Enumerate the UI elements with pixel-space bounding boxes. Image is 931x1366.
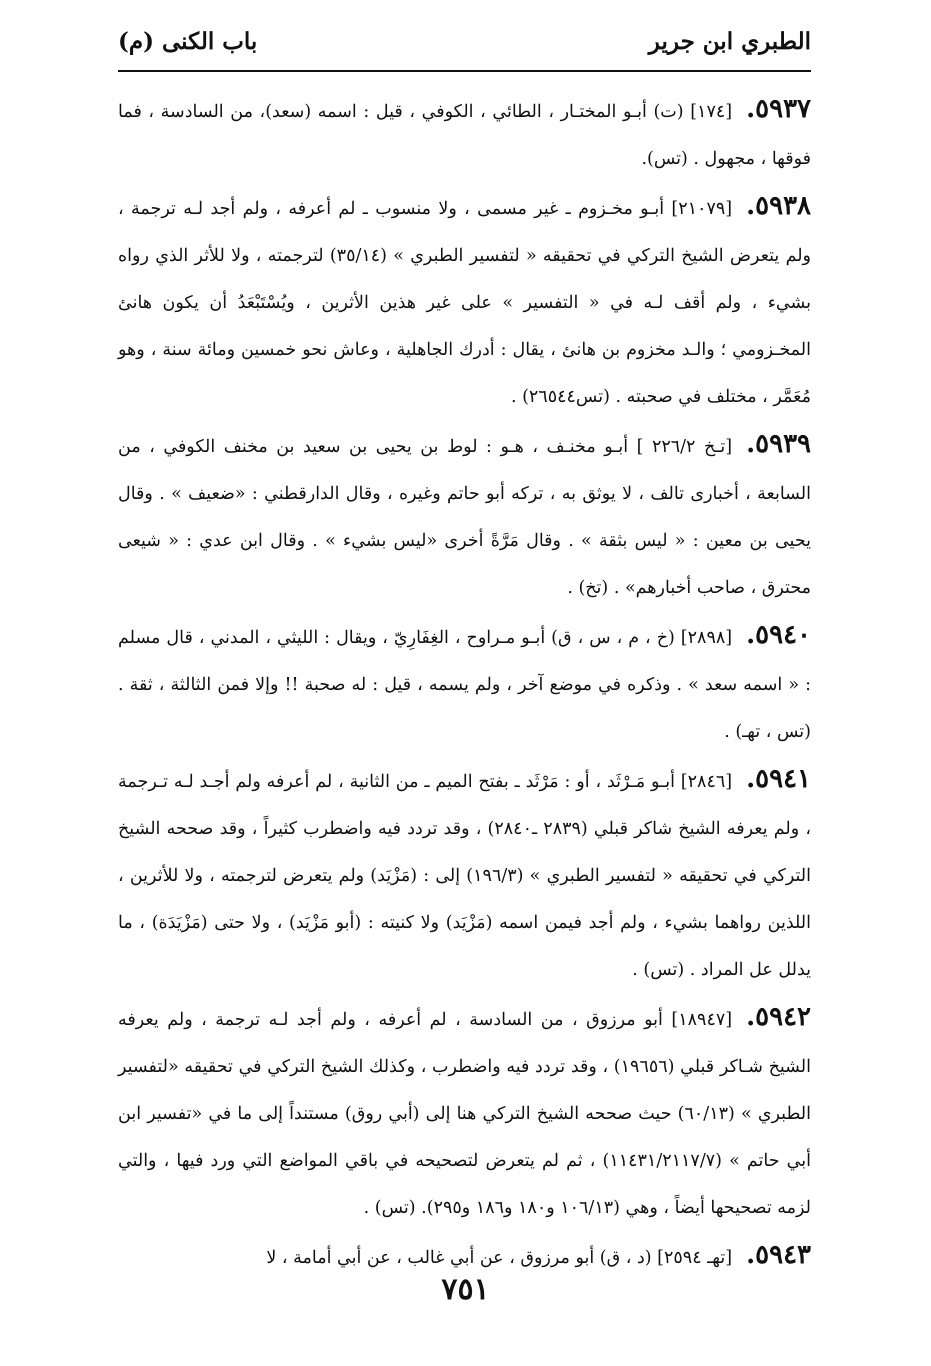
entry-text: [١٨٩٤٧] أبو مرزوق ، من السادسة ، لم أعرفه ، ولم أجد لـه ترجمة ، ولم يعرفه الشيخ شـاكر قبلي (١٩٦٥٦) ، وقد تردد فيه واضطرب ، وكذلك الشيخ التركي في تحقيقه «لتفسير الطبري » (٦٠/١٣) حيث صححه الشيخ التركي هنا إلى (أبي روق) مستنداً إلى ما في «تفسير ابن أبي حاتم » (١١٤٣١/٢١١٧/٧) ، ثم لم يتعرض لتصحيحه في باقي المواضع التي ورد فيها ، والتي لزمه تصحيحها أيضاً ، وهي (١٠٦/١٣ و١٨٠ و١٨٦ و٢٩٥). (تس) .: [118, 1010, 811, 1218]
entry-number: ٥٩٣٧.: [746, 94, 811, 124]
entry-text: [٢٨٩٨] (خ ، م ، س ، ق) أبـو مـراوح ، الغِفَارِيّ ، ويقال : الليثي ، المدني ، قال مسلم : « اسمه سعد » . وذكره في موضع آخر ، ولم يسمه ، قيل : له صحبة !! وإلا فمن الثالثة ، ثقة . (تس ، تهـ) .: [118, 628, 811, 742]
entry-number: ٥٩٣٩.: [746, 429, 811, 459]
entry-text: [١٧٤] (ت) أبـو المختـار ، الطائي ، الكوفي ، قيل : اسمه (سعد)، من السادسة ، فما فوقها ، مجهول . (تس).: [118, 102, 811, 169]
page-body: [118, 86, 811, 1282]
entry-number: ٥٩٤٠.: [746, 620, 811, 650]
entry-5939: [118, 421, 811, 612]
entry-text: [تهـ ٢٥٩٤] (د ، ق) أبو مرزوق ، عن أبي غالب ، عن أبي أمامة ، لا: [266, 1248, 733, 1268]
page-header: [118, 28, 811, 68]
header-book-title: الطبري ابن جرير: [648, 28, 811, 55]
entry-number: ٥٩٤١.: [746, 764, 811, 794]
entry-text: [٢١٠٧٩] أبـو مخـزوم ـ غير مسمى ، ولا منسوب ـ لم أعرفه ، ولم أجد لـه ترجمة ، ولم يتعرض الشيخ التركي في تحقيقه « لتفسير الطبري » (٣٥/١٤) لترجمته ، ولا للأثر الذي رواه بشيء ، ولم أقف لـه في « التفسير » على غير هذين الأثرين ، ويُسْتَبْعَدُ أن يكون هانئ المخـزومي ؛ والـد مخزوم بن هانئ ، يقال : أدرك الجاهلية ، وعاش نحو خمسين ومائة سنة ، وهو مُعَمَّر ، مختلف في صحبته . (تس٢٦٥٤٤) .: [118, 199, 811, 407]
page-number: ٧٥١: [441, 1272, 490, 1307]
entry-5940: [118, 612, 811, 756]
entry-number: ٥٩٤٢.: [746, 1002, 811, 1032]
entry-5942: [118, 994, 811, 1232]
header-chapter-title: باب الكنى (م): [118, 28, 258, 55]
entry-number: ٥٩٤٣.: [746, 1240, 811, 1270]
entry-5937: [118, 86, 811, 183]
entry-text: [٢٨٤٦] أبـو مَـرْثَد ، أو : مَرْثَد ـ بفتح الميم ـ من الثانية ، لم أعرفه ولم أجـد لـه تـرجمة ، ولم يعرفه الشيخ شاكر قبلي (٢٨٣٩ ـ٢٨٤٠) ، وقد تردد فيه واضطرب كثيراً ، وقد صححه الشيخ التركي في تحقيقه « لتفسير الطبري » (١٩٦/٣) إلى : (مَزْيَد) ولم يتعرض لترجمته ، ولا للأثرين ، اللذين رواهما بشيء ، ولم أجد فيمن اسمه (مَزْيَد) ولا كنيته : (أبو مَزْيَد) ، ولا حتى (مَزْيَدَة) ، ما يدلل عل المراد . (تس) .: [118, 772, 812, 980]
entry-number: ٥٩٣٨.: [746, 191, 811, 221]
entry-5938: [118, 183, 811, 421]
entry-text: [تـخ ٢٢٦/٢ ] أبـو مخنـف ، هـو : لوط بن يحيى بن سعيد بن مخنف الكوفي ، من السابعة ، أخبارى تالف ، لا يوثق به ، تركه أبو حاتم وغيره ، وقال الدارقطني : «ضعيف » . وقال يحيى بن معين : « ليس بثقة » . وقال مَرَّةً أخرى «ليس بشيء » . وقال ابن عدي : « شيعى محترق ، صاحب أخبارهم» . (تخ) .: [118, 437, 811, 598]
header-rule: [118, 70, 811, 72]
entry-5941: [118, 756, 811, 994]
